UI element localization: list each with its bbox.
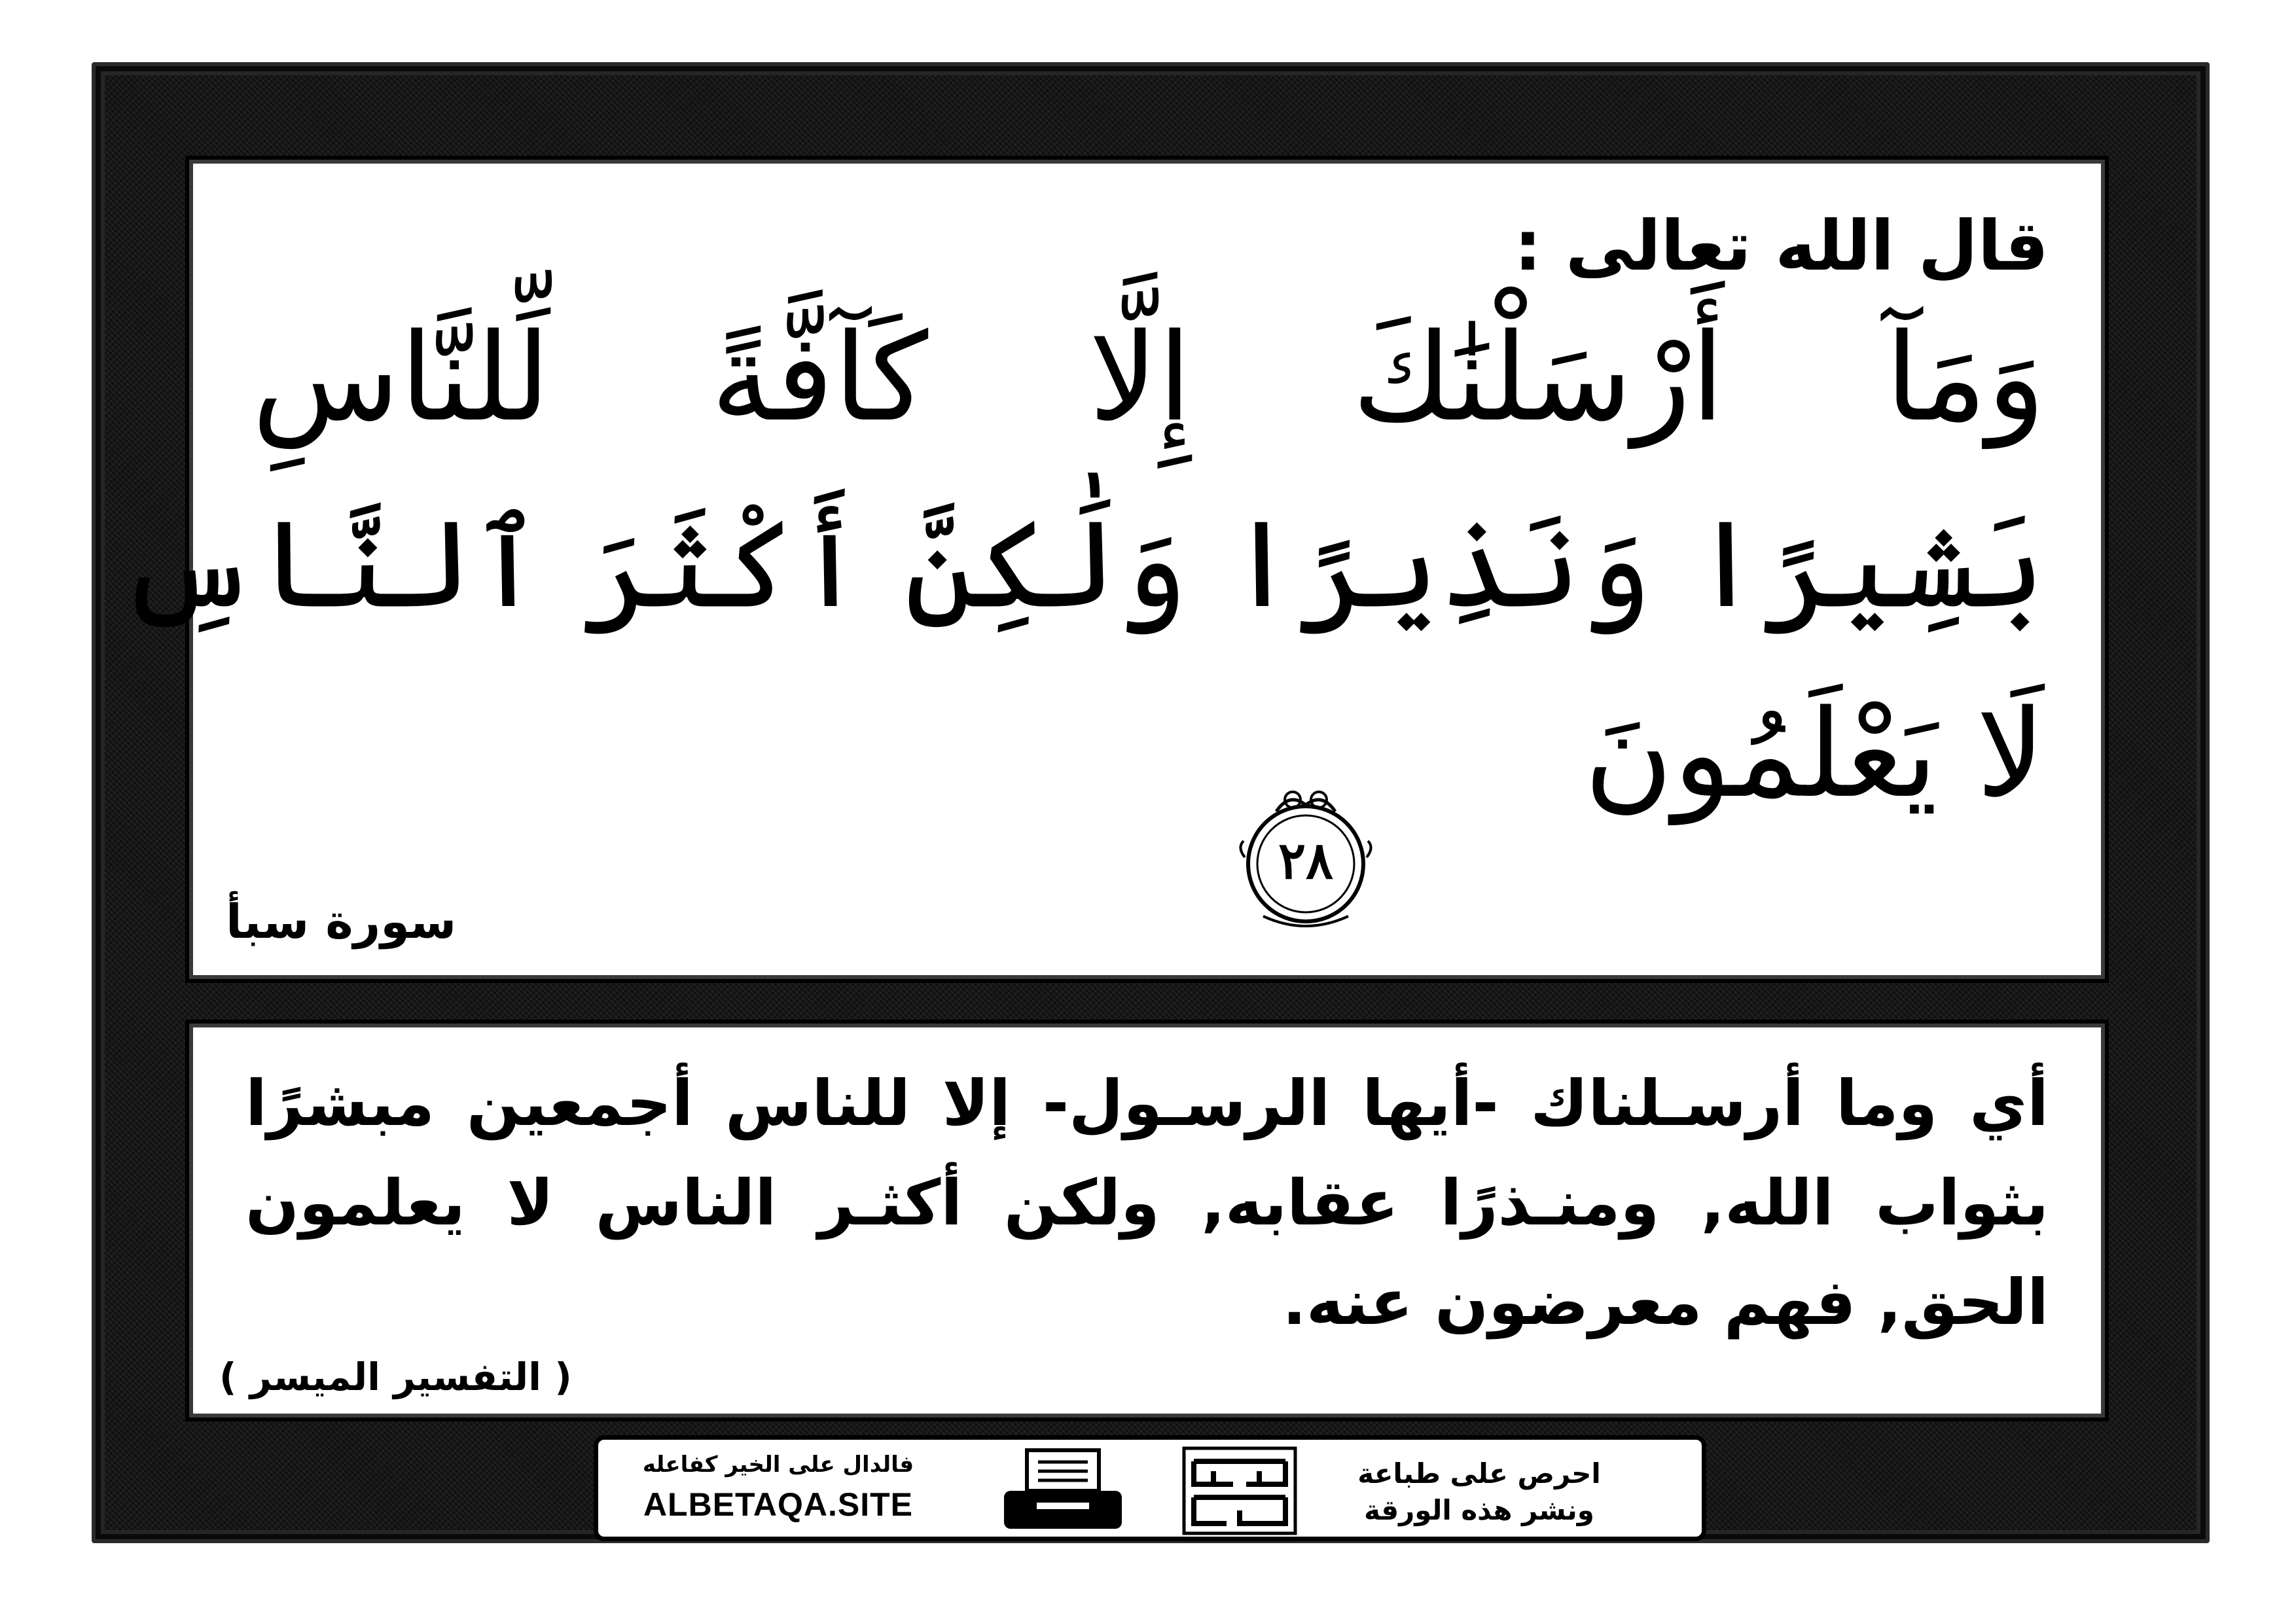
site-link[interactable]: ALBETAQA.SITE	[643, 1486, 914, 1523]
verse-line-1: وَمَآ أَرْسَلْنَٰكَ إِلَّا كَآفَّةً لِّلنَّاسِ	[252, 307, 2045, 448]
footer-note	[1296, 1455, 1662, 1529]
tafsir-text: أي وما أرسـلناك -أيها الرسـول- إلا للناس أجمعين مبشرًا بثواب الله, ومنـذرًا عقابه, ولكن أكثـر الناس لا يعلمون الحق, فهم معرضون عنه.	[245, 1067, 2049, 1339]
footer-banner	[594, 1435, 1706, 1541]
dawah-logo-icon	[1174, 1445, 1305, 1537]
surah-name: سورة سبأ	[226, 894, 457, 949]
page-title: قال الله تعالى :	[1514, 206, 2049, 286]
footer-slogan: فالدال على الخير كفاعله	[642, 1452, 914, 1478]
verse-panel	[117, 164, 2101, 975]
tafsir-source: ( التفسير الميسر )	[219, 1355, 572, 1399]
printer-icon	[997, 1448, 1128, 1533]
footer-left	[624, 1452, 932, 1524]
ayah-number-medallion	[1237, 785, 1374, 936]
ayah-number: ٢٨	[1278, 831, 1333, 891]
verse-line-2: بَشِيرًا وَنَذِيرًا وَلَٰكِنَّ أَكْثَرَ ٱلنَّاسِ	[117, 493, 2045, 635]
tafsir-panel	[193, 1027, 2101, 1414]
footer-note-line-1: احرص على طباعة	[1357, 1457, 1601, 1489]
footer-note-line-2: ونشر هذه الورقة	[1364, 1494, 1594, 1526]
verse-line-3: لَا يَعْلَمُونَ	[1584, 683, 2045, 825]
logo-text: دعوة الورقة	[1238, 1530, 1242, 1531]
